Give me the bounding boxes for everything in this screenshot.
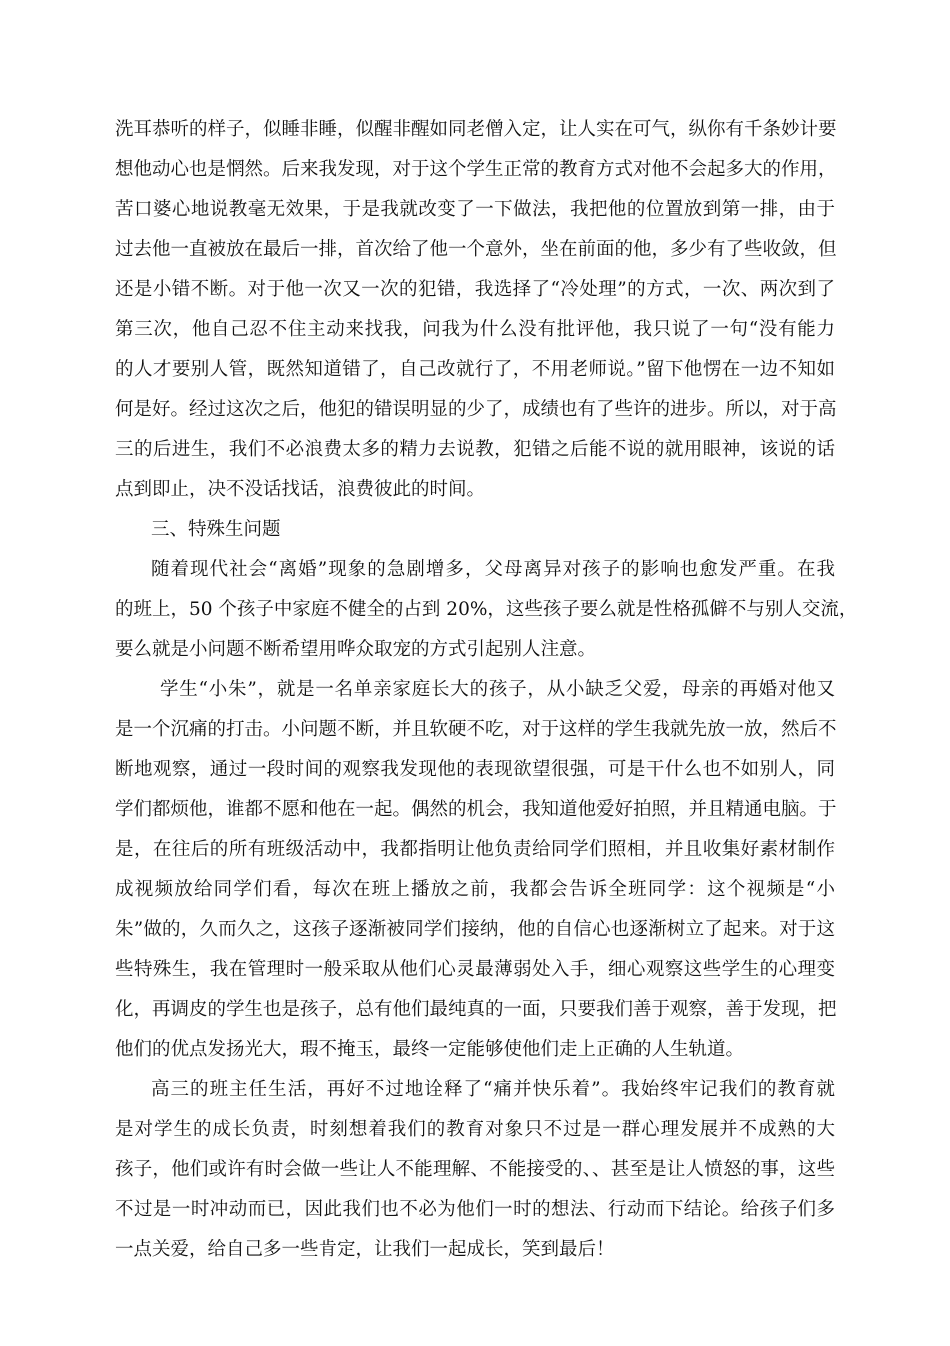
text-line: 是一个沉痛的打击。小问题不断，并且软硬不吃，对于这样的学生我就先放一放，然后不 xyxy=(115,719,837,740)
text-line: 些特殊生，我在管理时一般采取从他们心灵最薄弱处入手，细心观察这些学生的心理变 xyxy=(115,959,835,980)
text-line: 的班上，50 个孩子中家庭不健全的占到 20%，这些孩子要么就是性格孤僻不与别人交流， xyxy=(115,599,858,620)
text-line: 成视频放给同学们看，每次在班上播放之前，我都会告诉全班同学：这个视频是“小 xyxy=(115,879,835,900)
text-line: 学生“小朱”，就是一名单亲家庭长大的孩子，从小缺乏父爱，母亲的再婚对他又 xyxy=(160,679,835,700)
text-line: 化，再调皮的学生也是孩子，总有他们最纯真的一面，只要我们善于观察，善于发现，把 xyxy=(115,999,837,1020)
text-line: 是对学生的成长负责，时刻想着我们的教育对象只不过是一群心理发展并不成熟的大 xyxy=(115,1119,835,1140)
text-line: 高三的班主任生活，再好不过地诠释了“痛并快乐着”。我始终牢记我们的教育就 xyxy=(151,1079,835,1100)
text-line: 还是小错不断。对于他一次又一次的犯错，我选择了“冷处理”的方式，一次、两次到了 xyxy=(115,279,835,300)
text-line: 第三次，他自己忍不住主动来找我，问我为什么没有批评他，我只说了一句“没有能力 xyxy=(115,319,835,340)
text-line: 随着现代社会“离婚”现象的急剧增多，父母离异对孩子的影响也愈发严重。在我 xyxy=(151,559,835,580)
text-line: 学们都烦他，谁都不愿和他在一起。偶然的机会，我知道他爱好拍照，并且精通电脑。于 xyxy=(115,799,837,820)
text-line: 不过是一时冲动而已，因此我们也不必为他们一时的想法、行动而下结论。给孩子们多 xyxy=(115,1199,835,1220)
text-line: 的人才要别人管，既然知道错了，自己改就行了，不用老师说。”留下他愣在一边不知如 xyxy=(115,359,835,380)
text-line: 过去他一直被放在最后一排，首次给了他一个意外，坐在前面的他，多少有了些收敛，但 xyxy=(115,239,837,260)
section-heading: 三、特殊生问题 xyxy=(151,519,281,540)
text-line: 断地观察，通过一段时间的观察我发现他的表现欲望很强，可是干什么也不如别人，同 xyxy=(115,759,835,780)
text-line: 洗耳恭听的样子，似睡非睡，似醒非醒如同老僧入定，让人实在可气，纵你有千条妙计要 xyxy=(115,119,837,140)
text-line: 苦口婆心地说教毫无效果，于是我就改变了一下做法，我把他的位置放到第一排，由于 xyxy=(115,199,835,220)
text-line: 孩子，他们或许有时会做一些让人不能理解、不能接受的、、甚至是让人愤怒的事，这些 xyxy=(115,1159,835,1180)
text-line: 一点关爱，给自己多一些肯定，让我们一起成长，笑到最后！ xyxy=(115,1239,615,1260)
text-line: 点到即止，决不没话找话，浪费彼此的时间。 xyxy=(115,479,486,500)
text-line: 想他动心也是惘然。后来我发现，对于这个学生正常的教育方式对他不会起多大的作用， xyxy=(115,159,837,180)
text-line: 三的后进生，我们不必浪费太多的精力去说教，犯错之后能不说的就用眼神，该说的话 xyxy=(115,439,835,460)
text-line: 朱”做的，久而久之，这孩子逐渐被同学们接纳，他的自信心也逐渐树立了起来。对于这 xyxy=(115,919,835,940)
text-line: 何是好。经过这次之后，他犯的错误明显的少了，成绩也有了些许的进步。所以，对于高 xyxy=(115,399,837,420)
text-line: 是，在往后的所有班级活动中，我都指明让他负责给同学们照相，并且收集好素材制作 xyxy=(115,839,835,860)
text-line: 他们的优点发扬光大，瑕不掩玉，最终一定能够使他们走上正确的人生轨道。 xyxy=(115,1039,745,1060)
text-line: 要么就是小问题不断希望用哗众取宠的方式引起别人注意。 xyxy=(115,639,597,660)
